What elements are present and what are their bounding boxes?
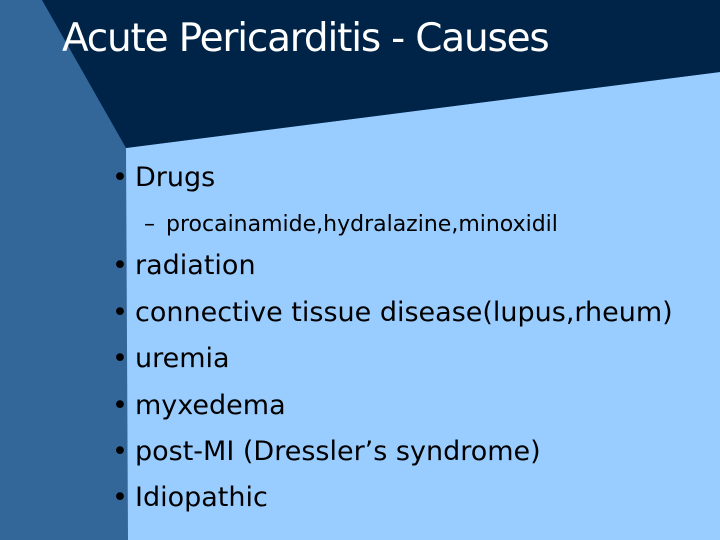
slide-title: Acute Pericarditis - Causes [62,16,549,61]
bullet-text: myxedema [135,390,286,421]
bullet-text: radiation [135,250,256,281]
bullet-marker: • [112,162,128,193]
bullet-text: Drugs [135,162,216,193]
bullet-text: uremia [135,343,230,374]
bullet-text: post-MI (Dressler’s syndrome) [135,436,541,467]
bullet-marker: • [112,390,128,421]
sub-bullet-text: procainamide,hydralazine,minoxidil [166,212,558,237]
bullet-marker: • [112,297,128,328]
bullet-marker: • [112,343,128,374]
sub-bullet-marker: – [144,212,155,237]
bullet-text: Idiopathic [135,482,268,513]
bullet-marker: • [112,482,128,513]
bullet-marker: • [112,250,128,281]
bullet-marker: • [112,436,128,467]
bullet-text: connective tissue disease(lupus,rheum) [135,297,673,328]
